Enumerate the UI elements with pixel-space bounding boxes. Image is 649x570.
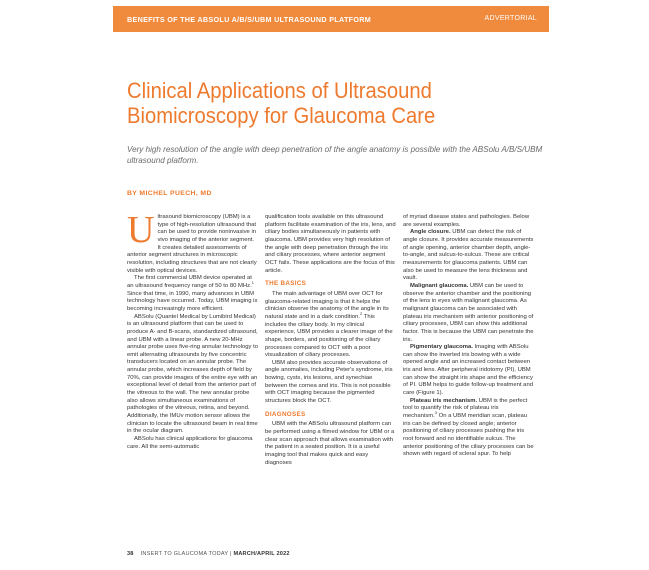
paragraph: ABSolu (Quantel Medical by Lumibird Medical) is an ultrasound platform that can be used to produce A- and B-scans, standardized ultrasound, and UBM with a linear probe. A new 20-MHz annular probe uses five-ring annular technology to emit alternating ultrasounds by five concentric transducers located on an annular probe. The annular probe, which increases depth of field by 70%, can provide images of the entire eye with an exceptional level of detail from the anterior part of the vitreous to the wall. The new annular probe also allows simultaneous examinations of pathologies of the vitreous, retina, and beyond. Additionally, the IMUv motion sensor allows the clinician to locate the ultrasound beam in real time in the ocular diagram. — [127, 313, 258, 435]
page-footer: 38 INSERT TO GLAUCOMA TODAY | MARCH/APRIL 2022 — [127, 551, 290, 557]
column-2 — [265, 214, 396, 467]
run-in-heading: Angle closure. — [410, 229, 451, 236]
run-in-heading: Pigmentary glaucoma. — [410, 344, 473, 351]
publication-name: INSERT TO GLAUCOMA TODAY — [140, 551, 229, 557]
paragraph: Pigmentary glaucoma. Imaging with ABSolu can show the inverted iris bowing with a wide opened angle and an increased contact between iris and lens. After peripheral iridotomy (PI), UBM can show the straight iris shape and the efficiency of PI. UBM helps to guide follow-up treatment and care (Figure 1). — [403, 344, 533, 397]
page-number: 38 — [127, 551, 134, 557]
paragraph: ABSolu has clinical applications for glaucoma care. All the semi-automatic — [127, 436, 253, 450]
column-1 — [127, 209, 258, 451]
paragraph: Plateau iris mechanism. UBM is the perfect tool to quantify the risk of plateau iris mechanism.$^3$ On a UBM meridian scan, plateau iris can be defined by closed angle; anterior positioning of ciliary processes pushing the iris root forward and no identifiable sulcus. The anterior positioning of the ciliary processes can be shown with regard of scleral spur. To help — [403, 397, 534, 458]
section-heading: THE BASICS — [265, 280, 307, 288]
paragraph: Ultrasound biomicroscopy (UBM) is a type of high-resolution ultrasound that can be used to provide noninvasive in vivo imaging of the anterior segment. It creates detailed assessments of anterior segment structures in microscopic resolution, including structures that are not clearly visible with optical devices. — [127, 209, 257, 274]
title-line-2: Biomicroscopy for Glaucoma Care — [127, 103, 436, 128]
run-in-heading: Malignant glaucoma. — [410, 282, 469, 289]
column-3 — [403, 214, 534, 459]
paragraph: The main advantage of UBM over OCT for glaucoma-related imaging is that it helps the clinician observe the anatomy of the angle in its natural state and in a dark condition.$^2$ This includes the ciliary body. In my clinical experience, UBM provides a clearer image of the shape, borders, and positioning of the ciliary processes compared to OCT with a poor visualization of ciliary processes. — [265, 290, 393, 359]
article-page — [113, 6, 549, 564]
title-line-1: Clinical Applications of Ultrasound — [127, 78, 432, 103]
paragraph: The first commercial UBM device operated at an ultrasound frequency range of 50 to 80 MHz.$^1$ Since that time, in 1990, many advances in UBM technology have occurred. Today, UBM imaging is becoming increasingly more efficient. — [127, 275, 258, 312]
byline: BY MICHEL PUECH, MD — [127, 190, 212, 197]
paragraph: Angle closure. UBM can detect the risk of angle closure. It provides accurate measurements of angle opening, anterior chamber depth, angle-to-angle, and sulcus-to-sulcus. These are critical measurements for glaucoma patients. UBM can also be used to measure the lens thickness and vault. — [403, 229, 534, 282]
article-title — [127, 78, 504, 128]
banner-tag: ADVERTORIAL — [484, 15, 537, 22]
paragraph: UBM also provides accurate observations of angle anomalies, including Peter's syndrome, iris bowing, cysts, iris lesions, and synechiae between the cornea and iris. This is not possible with OCT imaging because the pigmented structures block the OCT. — [265, 359, 393, 405]
section-heading: DIAGNOSES — [265, 410, 306, 418]
drop-cap: U — [127, 209, 155, 251]
paragraph: of myriad disease states and pathologies. Below are several examples. — [403, 214, 530, 228]
banner-section-title: BENEFITS OF THE ABSOLU A/B/S/UBM ULTRASOUND PLATFORM — [127, 15, 371, 24]
section-banner — [113, 6, 549, 32]
paragraph: Malignant glaucoma. UBM can be used to observe the anterior chamber and the positioning of the lens in eyes with malignant glaucoma. As malignant glaucoma can be associated with plateau iris mechanism with anterior positioning of ciliary processes, UBM can show this additional factor. This is because the UBM can penetrate the iris. — [403, 282, 534, 343]
run-in-heading: Plateau iris mechanism. — [410, 397, 478, 404]
issue-date: MARCH/APRIL 2022 — [233, 551, 290, 557]
article-subtitle: Very high resolution of the angle with deep penetration of the angle anatomy is possible with the ABSolu A/B/S/UBM ultrasound platform. — [127, 145, 543, 165]
paragraph: qualification tools available on this ultrasound platform facilitate examination of the iris, lens, and ciliary bodies simultaneously in patients with glaucoma. UBM provides very high resolution of the angle with deep penetration through the iris and ciliary processes, where anterior segment OCT fails. These applications are the focus of this article. — [265, 214, 396, 274]
paragraph: UBM with the ABSolu ultrasound platform can be performed using a filmed window for UBM or a clear scan approach that allows examination with the patient in a seated position. It is a useful imaging tool that makes quick and easy diagnoses — [265, 421, 395, 466]
